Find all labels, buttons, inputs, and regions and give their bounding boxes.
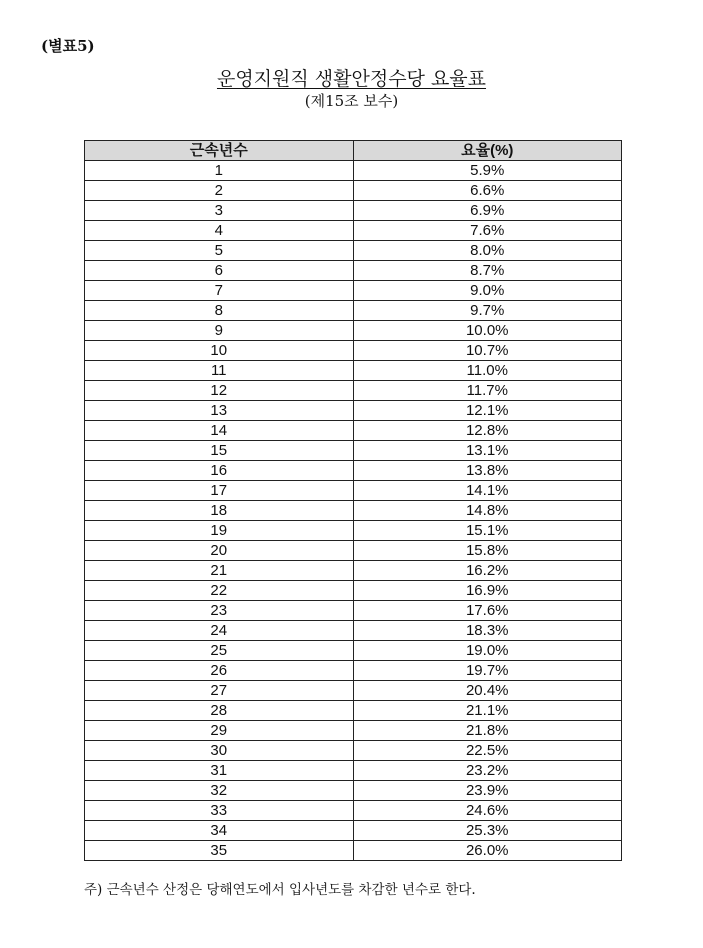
table-row [85,441,622,461]
years-cell: 31 [85,761,354,781]
rate-cell: 22.5% [353,741,622,761]
rate-cell: 13.1% [353,441,622,461]
years-cell: 11 [85,361,354,381]
table-row [85,361,622,381]
table-row [85,741,622,761]
rate-cell: 6.9% [353,201,622,221]
years-cell: 17 [85,481,354,501]
rate-cell: 8.7% [353,261,622,281]
rate-cell: 25.3% [353,821,622,841]
document-title-text: 운영지원직 생활안정수당 요율표 [216,68,487,90]
table-row [85,561,622,581]
table-row [85,161,622,181]
years-cell: 19 [85,521,354,541]
table-row [85,761,622,781]
header-years-of-service: 근속년수 [85,141,354,161]
annex-label: (별표5) [41,37,95,55]
years-cell: 33 [85,801,354,821]
years-cell: 35 [85,841,354,861]
rate-cell: 18.3% [353,621,622,641]
years-cell: 30 [85,741,354,761]
header-rate: 요율(%) [353,141,622,161]
rate-table-body [85,161,622,861]
rate-cell: 20.4% [353,681,622,701]
years-cell: 3 [85,201,354,221]
document-subtitle: (제15조 보수) [304,92,399,110]
rate-cell: 19.0% [353,641,622,661]
table-row [85,521,622,541]
rate-cell: 17.6% [353,601,622,621]
years-cell: 32 [85,781,354,801]
years-cell: 6 [85,261,354,281]
years-cell: 13 [85,401,354,421]
table-row [85,241,622,261]
rate-cell: 16.2% [353,561,622,581]
years-cell: 8 [85,301,354,321]
years-cell: 7 [85,281,354,301]
rate-cell: 24.6% [353,801,622,821]
rate-cell: 14.1% [353,481,622,501]
rate-cell: 13.8% [353,461,622,481]
rate-cell: 9.0% [353,281,622,301]
years-cell: 23 [85,601,354,621]
rate-cell: 11.7% [353,381,622,401]
years-cell: 34 [85,821,354,841]
table-row [85,181,622,201]
rate-cell: 10.7% [353,341,622,361]
table-row [85,721,622,741]
years-cell: 29 [85,721,354,741]
years-cell: 15 [85,441,354,461]
table-row [85,661,622,681]
rate-cell: 10.0% [353,321,622,341]
rate-cell: 11.0% [353,361,622,381]
years-cell: 28 [85,701,354,721]
footnote: 주) 근속년수 산정은 당해연도에서 입사년도를 차감한 년수로 한다. [84,882,476,898]
rate-cell: 14.8% [353,501,622,521]
table-row [85,781,622,801]
table-row [85,601,622,621]
rate-cell: 12.8% [353,421,622,441]
rate-cell: 6.6% [353,181,622,201]
years-cell: 21 [85,561,354,581]
rate-cell: 19.7% [353,661,622,681]
years-cell: 24 [85,621,354,641]
table-row [85,501,622,521]
document-title [0,64,703,91]
table-row [85,641,622,661]
years-cell: 27 [85,681,354,701]
rate-cell: 23.2% [353,761,622,781]
table-row [85,381,622,401]
rate-table [84,140,622,861]
table-row [85,541,622,561]
table-row [85,461,622,481]
years-cell: 2 [85,181,354,201]
years-cell: 26 [85,661,354,681]
table-row [85,801,622,821]
rate-cell: 15.8% [353,541,622,561]
rate-cell: 7.6% [353,221,622,241]
years-cell: 1 [85,161,354,181]
table-row [85,421,622,441]
table-row [85,621,622,641]
years-cell: 20 [85,541,354,561]
years-cell: 22 [85,581,354,601]
years-cell: 14 [85,421,354,441]
rate-cell: 8.0% [353,241,622,261]
table-row [85,281,622,301]
table-row [85,581,622,601]
table-row [85,221,622,241]
table-row [85,701,622,721]
table-row [85,841,622,861]
rate-cell: 5.9% [353,161,622,181]
years-cell: 12 [85,381,354,401]
table-row [85,821,622,841]
years-cell: 18 [85,501,354,521]
table-row [85,341,622,361]
years-cell: 5 [85,241,354,261]
rate-cell: 9.7% [353,301,622,321]
years-cell: 9 [85,321,354,341]
rate-cell: 15.1% [353,521,622,541]
table-header-row [85,141,622,161]
years-cell: 25 [85,641,354,661]
rate-cell: 21.1% [353,701,622,721]
years-cell: 16 [85,461,354,481]
table-row [85,481,622,501]
rate-cell: 26.0% [353,841,622,861]
table-row [85,681,622,701]
table-row [85,201,622,221]
table-row [85,401,622,421]
years-cell: 4 [85,221,354,241]
table-row [85,301,622,321]
years-cell: 10 [85,341,354,361]
table-row [85,261,622,281]
rate-cell: 16.9% [353,581,622,601]
rate-cell: 12.1% [353,401,622,421]
table-row [85,321,622,341]
rate-cell: 23.9% [353,781,622,801]
rate-cell: 21.8% [353,721,622,741]
